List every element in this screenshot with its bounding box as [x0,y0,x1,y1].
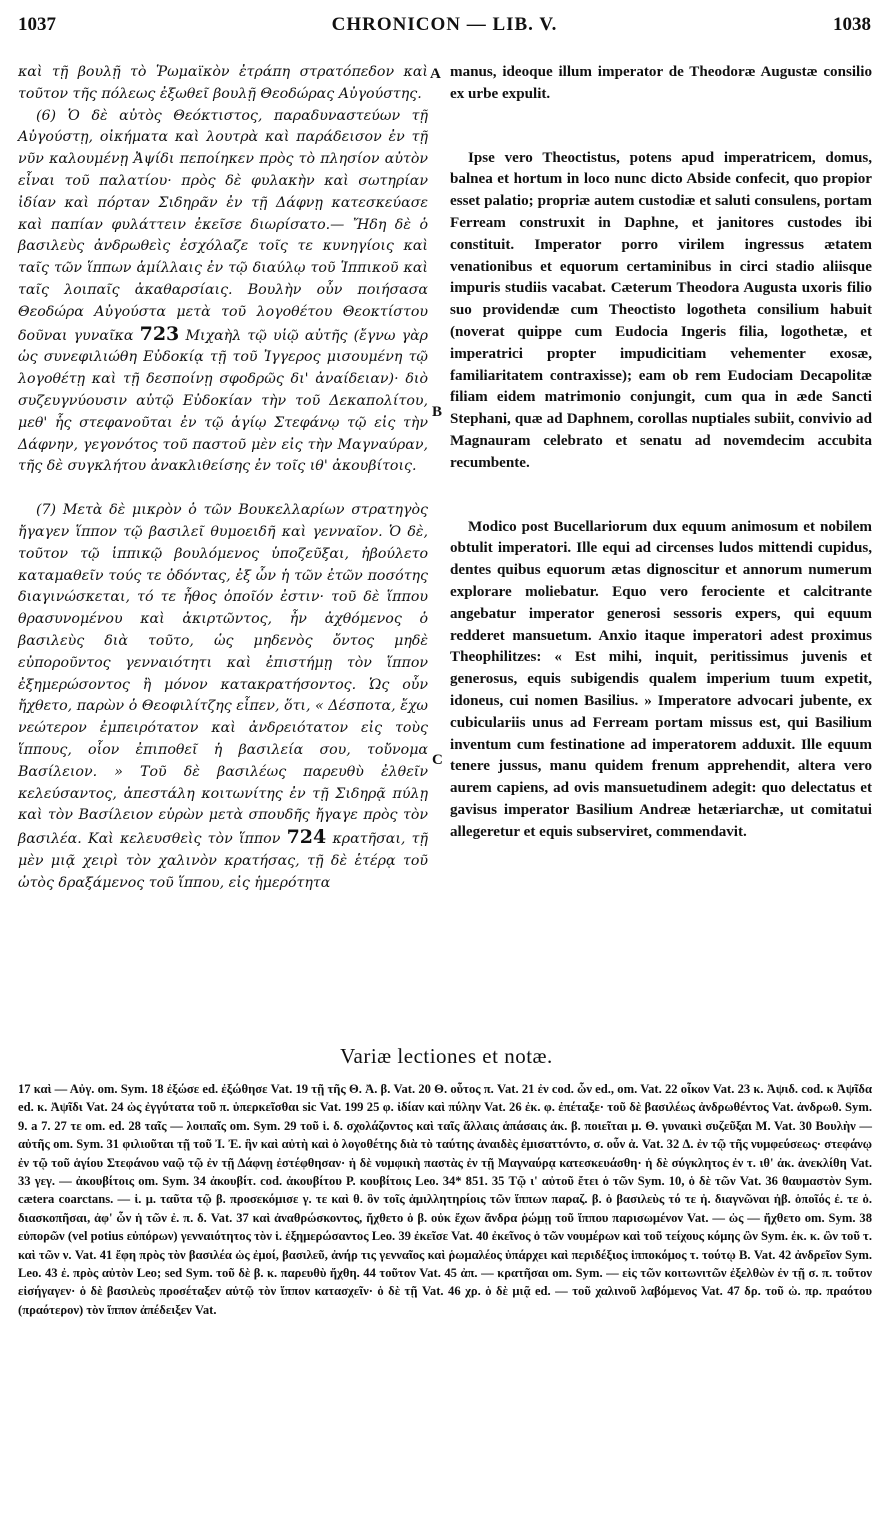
notes-title: Variæ lectiones et notæ. [340,1044,553,1068]
margin-mark: C [432,752,443,768]
latin-paragraph: Ipse vero Theoctistus, potens apud imperatricem, domus, balnea et hortum in loco nunc dicto Abside confecit, quo propior esset palatio; propriæ autem custodiæ et saluti consulens, portam Ferream construxit in Daphne, et janitores custodes ibi constituit. Imperator porro virilem ingressus ætatem venationibus et equorum certaminibus in circi stadio aliisque impuris studiis vacabat. Cæterum Theodora Augusta uxoris filio suo providendæ cum Theoctisto logotheta consilium habuit (noverat quippe cum Eudocia Ingeris filia, logothetæ, et imperatrici propter impudicitiam vehementer exosæ, familiaritatem contraxisse); eam ob rem Eudociam Decapolitæ filiam eidem matrimonio conjungit, cum qua in æde Sancti Stephani, quæ ad Daphnem, corollas nuptiales subiit, convivio ad Magnauram celebrato et senatu ad novemdecim accubita recumbente. [450,149,872,471]
greek-text: κρατῆσαι, τῇ μὲν μιᾷ χειρὶ τὸν χαλινὸν κρατήσας, τῇ δὲ ἑτέρᾳ τοῦ ὠτὸς δραξάμενος τοῦ ἵππου, εἰς ἡμερότητα [18,831,429,891]
greek-column [18,62,428,894]
edition-page-number: 723 [139,322,180,345]
margin-mark: A [430,66,441,82]
page-number-right: 1038 [833,14,871,35]
edition-page-number: 724 [286,826,327,849]
notes-body: 17 καὶ — Αὐγ. om. Sym. 18 ἐξώσε ed. ἐξώθησε Vat. 19 τῇ τῆς Θ. Ἀ. β. Vat. 20 Θ. οὗτος π. Vat. 21 ἐν cod. ὧν ed., om. Vat. 22 οἶκον Vat. 23 κ. Ἀψιδ. cod. κ Ἀψῖδα ed. κ. Ἀψῖδι Vat. 24 ὡς ἐγγύτατα τοῦ π. ὑπερκεῖσθαι sic Vat. 199 25 φ. ἰδίαν καὶ πύλην Vat. 26 ἐκ. φ. ἐπέταξε· τοῦ δὲ βασιλέως ἀνδρωθέντος Vat. ἀνδρωθ. Sym. 9. a 7. 27 τε om. ed. 28 ταῖς — λοιπαῖς om. Sym. 29 τοῦ ἱ. δ. σχολάζοντος καὶ ταῖς ἄλλαις ἁπάσαις ἀκ. β. ποιεῖται μ. Θ. γυναικὶ συζεῦξαι M. Vat. 30 Βουλὴν — αὐτῆς om. Sym. 31 φιλιοῦται τῇ τοῦ Ἰ. Ἐ. ἣν καὶ αὐτὴ καὶ ὁ λογοθέτης διὰ τὸ ταύτης ἀναιδὲς ἐμισαττόντο, σ. οὖν ἀ. Vat. 32 Δ. ἐν τῷ τῆς νυμφεύσεως· στεφάνῳ ἐν τῷ τοῦ ἁγίου Στεφάνου ναῷ τῷ ἐν τῇ Δάφνῃ ἐστέφθησαν· ἡ δὲ νυμφικὴ παστὰς ἐν τῇ Μαγναύρᾳ κατεσκευάσθη· ἡ δὲ σύγκλητος ἐν τ. ιθ' ἀκ. ἀνεκλίθη Vat. 33 γεγ. — ἀκουβίτοις om. Sym. 34 ἀκουβίτ. cod. ἀκουβίτου P. κουβίτοις Leo. 34* 851. 35 Τῷ ι' αὐτοῦ ἔτει ὁ τῶν Sym. 10, ὁ δὲ τῶν Vat. 36 θαυμαστὸν Sym. cætera coarctans. — ἱ. μ. ταῦτα τῷ β. προσεκόμισε γ. τε καὶ θ. ὃν τοῖς ἁμιλλητηρίοις τῶν ἵππων παραζ. β. ὁ βασιλεὺς τό τε ἠ. διαγνῶναι ἠβ. ὁποῖός ἐ. τε ὁ. διασκοπῆσαι, ἀφ' ὧν ἡ τῶν ἐ. π. δ. Vat. 37 καὶ ἀναθρώσκοντος, ἤχθετο ὁ β. οὐκ ἔχων ἄνδρα ῥώμῃ τοῦ ἵππου παρισωμένον Vat. — ὡς — ἤχθετο om. Sym. 38 εὐπορῶν (vel potius εὐπόρων) γενναιότητος τὸν ἱ. ἐξημερώσαντος Leo. 39 ἐκεῖσε Vat. 40 ἐκεῖνος ὁ τῶν νουμέρων καὶ τοῦ τείχους κόμης ὢν Sym. ἐκ. κ. ὢν τοῦ τ. καὶ τῶν ν. Vat. 41 ἔφη πρὸς τὸν βασιλέα ὡς ἐμοί, βασιλεῦ, ἀνήρ τις γενναῖος καὶ ῥωμαλέος ὑπάρχει καὶ περιδέξιος ἱπποκόμος τ. τούτῳ Β. Vat. 42 ἀνδρεῖον Sym. Leo. 43 ἐ. πρὸς αὐτὸν Leo; sed Sym. τοῦ δὲ β. κ. παρευθὺ ἤχθη. 44 τοῦτον Vat. 45 ἀπ. — κρατῆσαι om. Sym. — εἰς τῶν κοιτωνιτῶν ἐξελθὼν ἐν τῇ σ. π. τοῦτον εἰσήγαγεν· ὁ δὲ βασιλεὺς προσέταξεν αὐτῷ τὸν ἵππον κατασχεῖν· ὁ δὲ τῇ Vat. 46 χρ. ὁ δὲ μιᾷ ed. — τοῦ χαλινοῦ λαβόμενος Vat. 47 δρ. τοῦ ὠ. πρ. πραότου (πραότερον) τὸν ἵππον ἀπέδειξεν Vat. [18,1082,872,1317]
greek-paragraph: καὶ τῇ βουλῇ τὸ Ῥωμαϊκὸν ἐτράπη στρατόπεδον καὶ τοῦτον τῆς πόλεως ἐξωθεῖ βουλῇ Θεοδώρας Αὐγούστης. [18,64,428,102]
greek-paragraph [18,500,428,894]
greek-paragraph [18,106,428,479]
latin-column [450,62,872,844]
greek-text: (6) Ὁ δὲ αὐτὸς Θεόκτιστος, παραδυναστεύων τῇ Αὐγούστῃ, οἰκήματα καὶ λουτρὰ καὶ παράδεισον ἐν τῇ νῦν καλουμένῃ Ἀψίδι πεποίηκεν πρὸς τὸ πλησίον αὐτὸν εἶναι τοῦ παλατίου· πρὸς δὲ φυλακὴν καὶ σωτηρίαν ἰδίαν καὶ πόρταν Σιδηρᾶν ἐν τῇ Δάφνῃ κατεσκεύασε καὶ παπίαν φυλάττειν ἐκεῖσε διωρίσατο.— Ἤδη δὲ ὁ βασιλεὺς ἀνδρωθεὶς ἐσχόλαζε τοῖς τε κυνηγίοις καὶ ταῖς τῶν ἵππων ἁμίλλαις ἐν τῷ διαύλῳ τοῦ Ἱππικοῦ καὶ ταῖς λοιπαῖς ἀκαθαρσίαις. Βουλὴν οὖν ποιήσασα Θεοδώρα Αὐγούστα μετὰ τοῦ λογοθέτου Θεοκτίστου δοῦναι γυναῖκα [18,107,428,344]
page-header [18,14,871,44]
latin-paragraph: Modico post Bucellariorum dux equum animosum et nobilem obtulit imperatori. Ille equi ad circenses ludos mittendi cupidus, dentes quibus equorum ætas dignoscitur et annorum numerum explorare moliebatur. Equo vero ferociente et calcitrante angebatur imperator generosi sessoris expers, qui equum redderet mansuetum. Anxio itaque imperatori adest proximus Theophilitzes: « Est mihi, inquit, peritissimus juvenis et generosus, equis subigendis qualem imperium tuum expetit, idoneus, cui nomen Basilius. » Imperatore advocari jubente, ex cubiculariis unus ad Ferream portam missus est, qui Basilium inventum cum festinatione ad imperatorem adduxit. Ille equum tenere jussus, manu quidem frenum apprehendit, altera vero aurem capiens, ad ovis mansuetudinem adegit: quo delectatus et gavisus imperator Basilium Andreæ hetæriarchæ, ut comitatui allegeretur et equis subserviret, commendavit. [450,518,872,840]
greek-text: Μιχαὴλ τῷ υἱῷ αὐτῆς (ἔγνω γὰρ ὡς συνεφιλιώθη Εὐδοκίᾳ τῇ τοῦ Ἰγγερος μισουμένη τῷ λογοθέτῃ καὶ τῇ δεσποίνῃ σφοδρῶς δι' ἀναίδειαν)· διὸ συζευγνύουσιν αὐτῷ Εὐδοκίαν τὴν τοῦ Δεκαπολίτου, μεθ' ἧς στεφανοῦται ἐν τῷ ἁγίῳ Στεφάνῳ τῷ εἰς τὴν Δάφνην, γεγονότος τοῦ παστοῦ μὲν εἰς τὴν Μαγναύραν, τῆς δὲ συγκλήτου ἀνακλιθείσης ἐν τοῖς ιθ' ἀκουβίτοις. [18,327,429,475]
latin-paragraph: manus, ideoque illum imperator de Theodoræ Augustæ consilio ex urbe expulit. [450,64,872,102]
margin-mark: B [432,404,443,420]
greek-text: (7) Μετὰ δὲ μικρὸν ὁ τῶν Βουκελλαρίων στρατηγὸς ἤγαγεν ἵππον τῷ βασιλεῖ θυμοειδῆ καὶ γενναῖον. Ὁ δὲ, τοῦτον τῷ ἱππικῷ βουλόμενος ὑποζεῦξαι, ἠβούλετο καταμαθεῖν τούς τε ὀδόντας, ἐξ ὧν ἡ τῶν ἐτῶν ποσότης διαγινώσκεται, τό τε ἦθος ὁποῖόν ἐστιν· τοῦ δὲ ἵππου θρασυνομένου καὶ ἀκιρτῶντος, ἦν ἀχθόμενος ὁ βασιλεὺς διὰ τοῦτο, ὡς μηδενὸς ὄντος μηδὲ εὐποροῦντος γενναιότητι καὶ ἐπιστήμῃ τὸν ἵππον ἐξημερώσοντος ἢ μόνον κατακρατήσοντος. Ὡς οὖν ἤχθετο, παρὼν ὁ Θεοφιλίτζης εἶπεν, ὅτι, « Δέσποτα, ἔχω νεώτερον ἐμπειρότατον καὶ ἀνδρειότατον εἰς τοὺς ἵππους, οἷον ἐπιποθεῖ ἡ βασιλεία σου, τοὔνομα Βασίλειον. » Τοῦ δὲ βασιλέως παρευθὺ ἐλθεῖν κελεύσαντος, ἀπεστάλη κοιτωνίτης ἐν τῇ Σιδηρᾷ πύλῃ καὶ τὸν Βασίλειον εὑρὼν μετὰ σπουδῆς ἤγαγε πρὸς τὸν βασιλέα. Καὶ κελευσθεὶς τὸν ἵππον [18,502,428,848]
page-number-left: 1037 [18,14,56,35]
running-title: CHRONICON — LIB. V. [331,14,558,35]
